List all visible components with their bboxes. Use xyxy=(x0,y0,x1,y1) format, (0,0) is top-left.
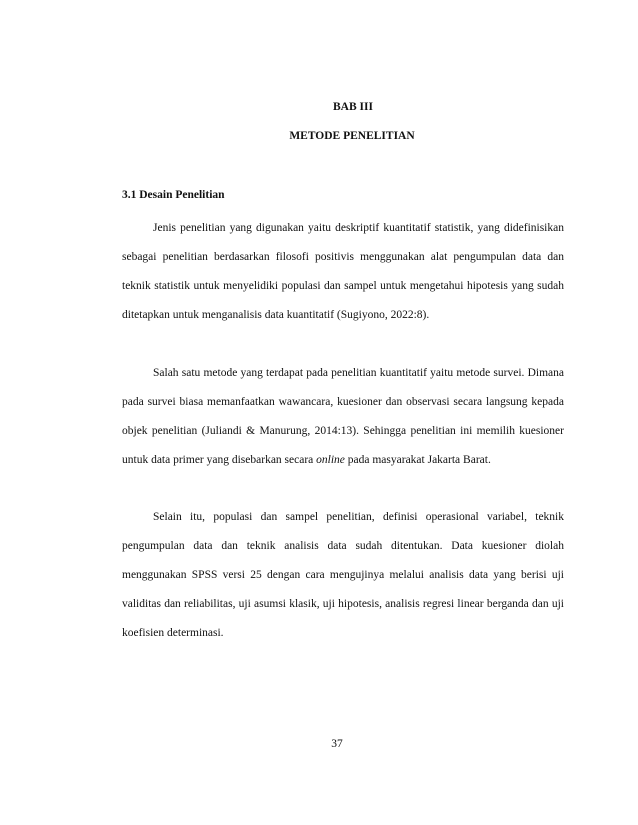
paragraph-2-italic-word: online xyxy=(316,454,345,466)
page-number: 37 xyxy=(331,738,343,750)
paragraph-2-text-end: pada masyarakat Jakarta Barat. xyxy=(344,454,491,466)
paragraph-2-text-start: Salah satu metode yang terdapat pada penelitian kuantitatif yaitu metode survei. Dimana pada survei biasa memanfaatkan wawancara, kuesioner dan observasi secara langsung kepada objek penelitian (Juliandi & Manurung, 2014:13). Sehingga penelitian ini memilih kuesioner untuk data primer yang disebarkan secara xyxy=(122,367,564,466)
section-heading: 3.1 Desain Penelitian xyxy=(122,189,225,201)
paragraph-2 xyxy=(122,359,564,475)
chapter-title: METODE PENELITIAN xyxy=(289,130,415,142)
chapter-number: BAB III xyxy=(333,101,373,113)
paragraph-1: Jenis penelitian yang digunakan yaitu deskriptif kuantitatif statistik, yang didefinisikan sebagai penelitian berdasarkan filosofi positivis menggunakan alat pengumpulan data dan teknik statistik untuk menyelidiki populasi dan sampel untuk mengetahui hipotesis yang sudah ditetapkan untuk menganalisis data kuantitatif (Sugiyono, 2022:8). xyxy=(122,222,564,321)
paragraph-3: Selain itu, populasi dan sampel penelitian, definisi operasional variabel, teknik pengumpulan data dan teknik analisis data sudah ditentukan. Data kuesioner diolah menggunakan SPSS versi 25 dengan cara mengujinya melalui analisis data yang berisi uji validitas dan reliabilitas, uji asumsi klasik, uji hipotesis, analisis regresi linear berganda dan uji koefisien determinasi. xyxy=(122,511,564,639)
